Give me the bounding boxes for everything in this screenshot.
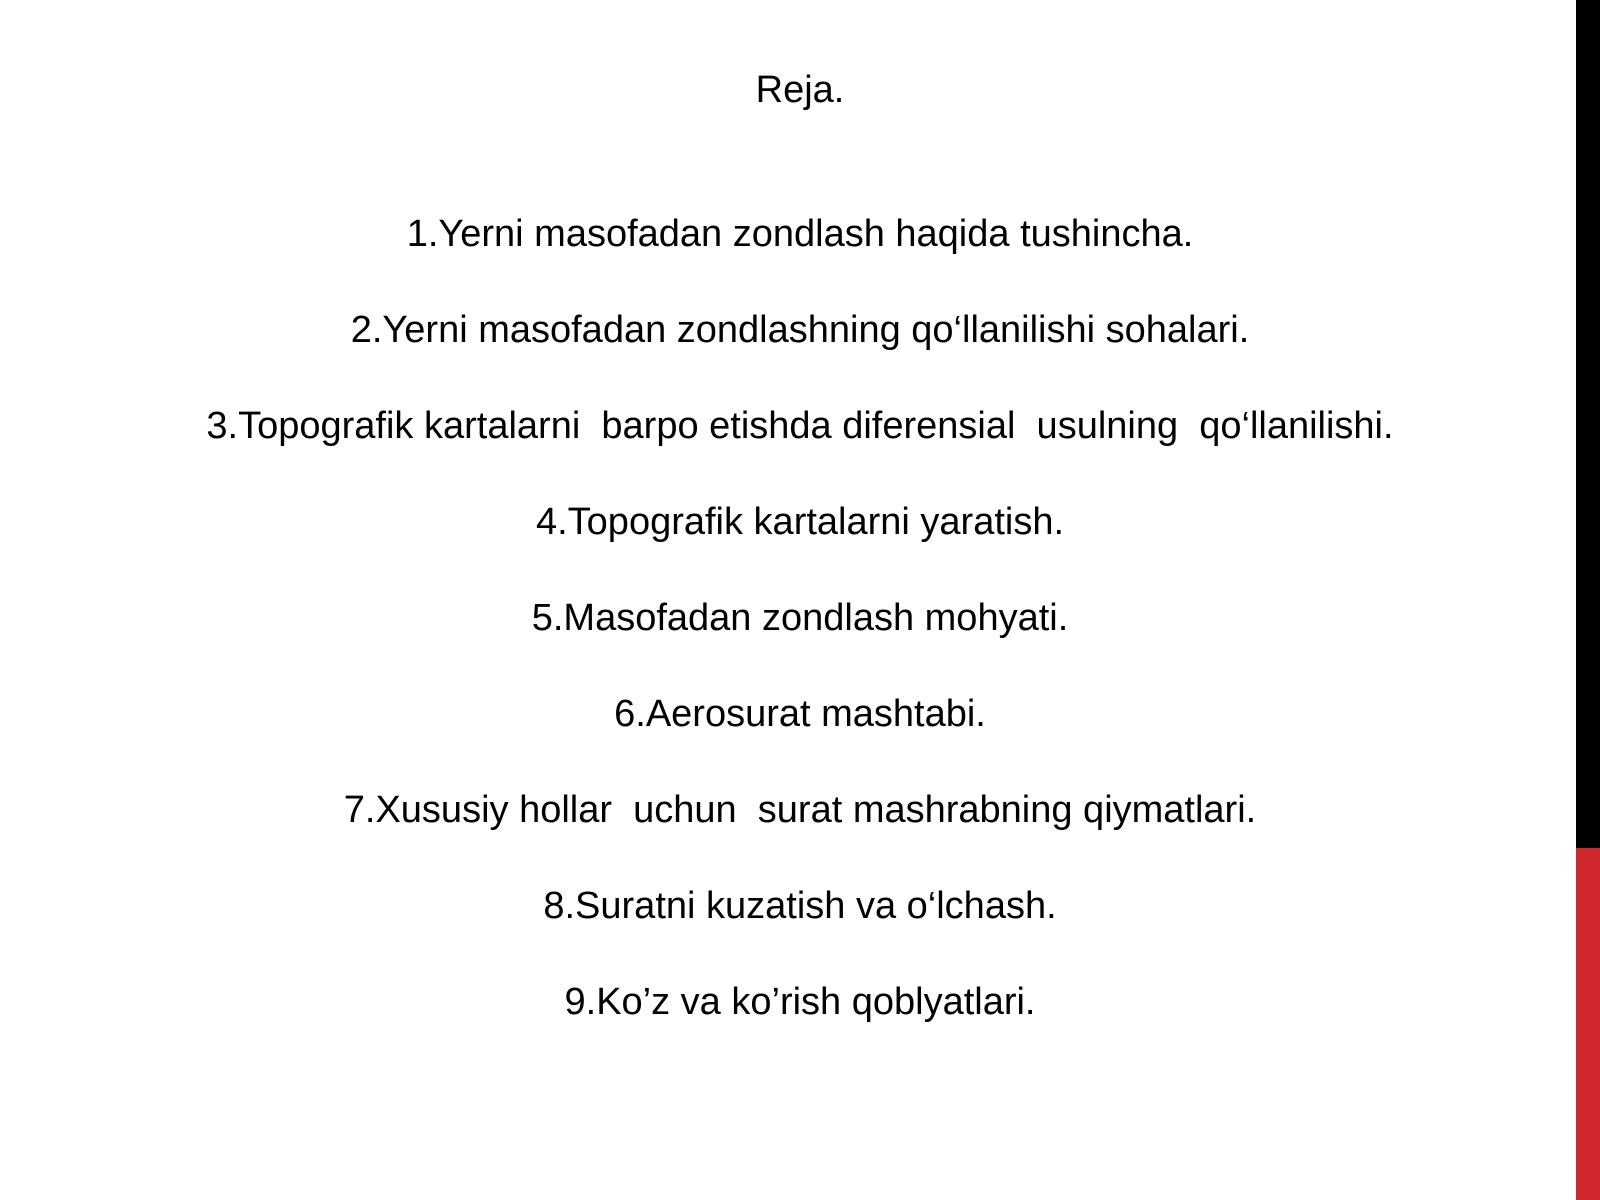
plan-item-2: 2.Yerni masofadan zondlashning qo‘llanilishi sohalari. [350, 309, 1250, 351]
plan-item-8: 8.Suratni kuzatish va o‘lchash. [543, 885, 1057, 927]
plan-item-6: 6.Aerosurat mashtabi. [614, 693, 986, 735]
plan-list [0, 210, 1600, 1074]
plan-item-5: 5.Masofadan zondlash mohyati. [531, 597, 1069, 639]
plan-item-9: 9.Ko’z va ko’rish qoblyatlari. [564, 981, 1036, 1023]
plan-item-1: 1.Yerni masofadan zondlash haqida tushincha. [406, 213, 1194, 255]
plan-item-3: 3.Topografik kartalarni barpo etishda diferensial usulning qo‘llanilishi. [206, 405, 1394, 447]
slide-title: Reja. [755, 69, 845, 111]
edge-bar-black [1576, 0, 1600, 848]
plan-item-7: 7.Xususiy hollar uchun surat mashrabning qiymatlari. [343, 789, 1257, 831]
edge-bar-red [1576, 848, 1600, 1200]
plan-item-4: 4.Topografik kartalarni yaratish. [535, 501, 1065, 543]
